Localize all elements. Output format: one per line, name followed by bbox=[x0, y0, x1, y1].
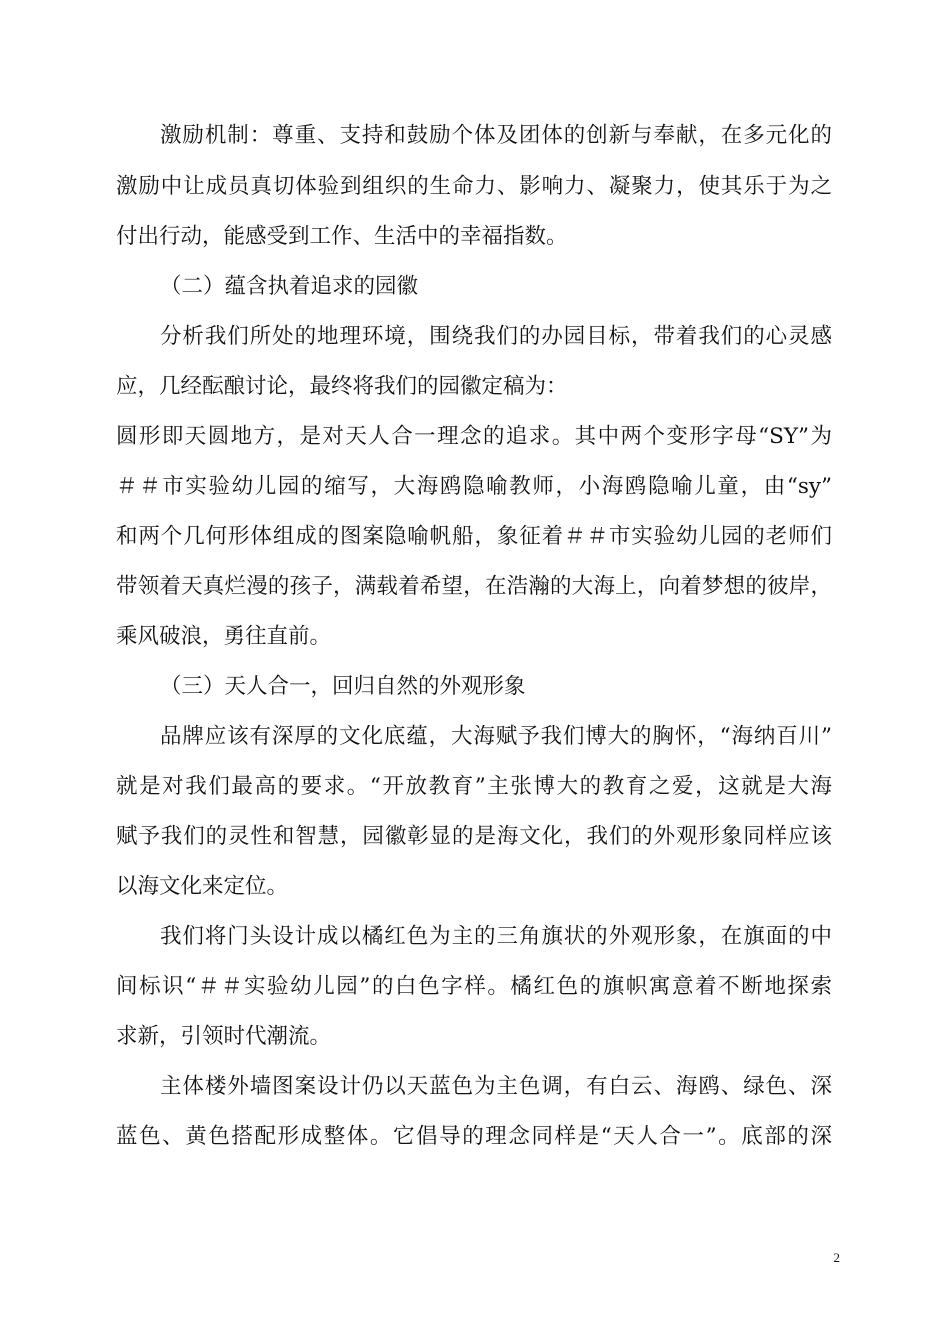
paragraph-line: ＃＃市实验幼儿园的缩写，大海鸥隐喻教师，小海鸥隐喻儿童，由“sy” bbox=[116, 474, 832, 499]
section-heading: （三）天人合一，回归自然的外观形象 bbox=[160, 674, 526, 699]
section-heading: （二）蕴含执着追求的园徽 bbox=[160, 274, 419, 299]
paragraph-line: 圆形即天圆地方，是对天人合一理念的追求。其中两个变形字母“SY”为 bbox=[116, 424, 832, 449]
paragraph-line: 应，几经酝酿讨论，最终将我们的园徽定稿为： bbox=[116, 374, 568, 399]
paragraph-line: 以海文化来定位。 bbox=[116, 874, 289, 899]
paragraph-line: 乘风破浪，勇往直前。 bbox=[116, 624, 332, 649]
paragraph-line: 激励机制：尊重、支持和鼓励个体及团体的创新与奉献，在多元化的 bbox=[160, 123, 832, 148]
paragraph-line: 品牌应该有深厚的文化底蕴，大海赋予我们博大的胸怀，“海纳百川” bbox=[160, 724, 832, 749]
paragraph-line: 付出行动，能感受到工作、生活中的幸福指数。 bbox=[116, 224, 568, 249]
paragraph-line: 求新，引领时代潮流。 bbox=[116, 1024, 332, 1049]
paragraph-line: 分析我们所处的地理环境，围绕我们的办园目标，带着我们的心灵感 bbox=[160, 324, 832, 349]
paragraph-line: 主体楼外墙图案设计仍以天蓝色为主色调，有白云、海鸥、绿色、深 bbox=[160, 1074, 832, 1099]
paragraph-line: 蓝色、黄色搭配形成整体。它倡导的理念同样是“天人合一”。底部的深 bbox=[116, 1124, 832, 1149]
paragraph-line: 和两个几何形体组成的图案隐喻帆船，象征着＃＃市实验幼儿园的老师们 bbox=[116, 524, 832, 549]
paragraph-line: 带领着天真烂漫的孩子，满载着希望，在浩瀚的大海上，向着梦想的彼岸， bbox=[116, 574, 832, 599]
paragraph-line: 就是对我们最高的要求。“开放教育”主张博大的教育之爱，这就是大海 bbox=[116, 774, 832, 799]
page-number: 2 bbox=[833, 1250, 840, 1265]
paragraph-line: 赋予我们的灵性和智慧，园徽彰显的是海文化，我们的外观形象同样应该 bbox=[116, 824, 832, 849]
paragraph-line: 间标识“＃＃实验幼儿园”的白色字样。橘红色的旗帜寓意着不断地探索 bbox=[116, 974, 832, 999]
paragraph-line: 我们将门头设计成以橘红色为主的三角旗状的外观形象，在旗面的中 bbox=[160, 924, 832, 949]
paragraph-line: 激励中让成员真切体验到组织的生命力、影响力、凝聚力，使其乐于为之 bbox=[116, 174, 832, 199]
